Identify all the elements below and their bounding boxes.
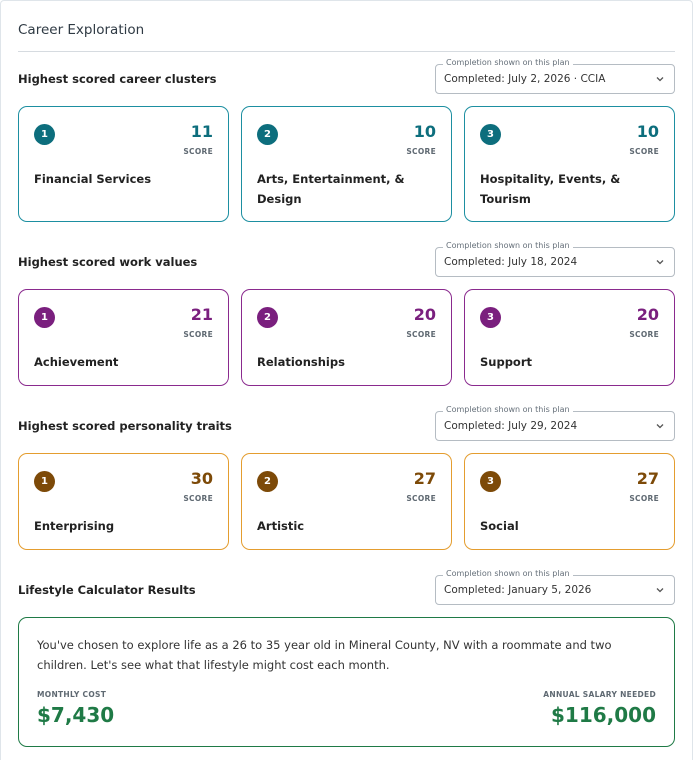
- monthly-cost-label: MONTHLY COST: [37, 690, 107, 699]
- personality-traits-section: [18, 405, 675, 551]
- score-label: SCORE: [629, 494, 659, 503]
- card-name: Financial Services: [34, 172, 152, 186]
- trait-card-2[interactable]: [241, 453, 452, 550]
- card-name: Relationships: [257, 355, 345, 369]
- completion-select[interactable]: [435, 569, 675, 605]
- card-name: Support: [480, 355, 533, 369]
- select-legend: Completion shown on this plan: [443, 241, 573, 250]
- completion-select[interactable]: [435, 405, 675, 441]
- trait-card-1[interactable]: [18, 453, 229, 550]
- score-value: 10: [413, 122, 436, 141]
- monthly-cost-value: $7,430: [37, 703, 115, 727]
- score-label: SCORE: [406, 147, 436, 156]
- card-name: Enterprising: [34, 519, 115, 533]
- score-value: 27: [413, 469, 436, 488]
- score-value: 11: [190, 122, 213, 141]
- select-value: Completed: January 5, 2026: [444, 584, 592, 596]
- title-divider: [18, 51, 675, 52]
- completion-select[interactable]: [435, 58, 675, 94]
- chevron-down-icon: [655, 257, 665, 267]
- page-title: Career Exploration: [18, 22, 145, 38]
- cluster-card-2[interactable]: [241, 106, 452, 222]
- select-legend: Completion shown on this plan: [443, 405, 573, 414]
- score-label: SCORE: [183, 147, 213, 156]
- select-legend: Completion shown on this plan: [443, 58, 573, 67]
- rank-badge: 1: [34, 124, 55, 145]
- score-label: SCORE: [183, 494, 213, 503]
- value-card-2[interactable]: [241, 289, 452, 386]
- rank-badge: 1: [34, 471, 55, 492]
- score-value: 30: [190, 469, 213, 488]
- rank-badge: 3: [480, 124, 501, 145]
- card-name: Hospitality, Events, & Tourism: [480, 172, 621, 206]
- score-label: SCORE: [629, 330, 659, 339]
- career-clusters-section: [18, 58, 675, 224]
- rank-badge: 1: [34, 307, 55, 328]
- value-card-3[interactable]: [464, 289, 675, 386]
- score-value: 20: [636, 305, 659, 324]
- annual-salary-value: $116,000: [550, 703, 656, 727]
- score-value: 20: [413, 305, 436, 324]
- chevron-down-icon: [655, 74, 665, 84]
- section-title: Highest scored career clusters: [18, 72, 217, 86]
- lifestyle-results-card: [18, 617, 675, 747]
- card-name: Achievement: [34, 355, 119, 369]
- rank-badge: 3: [480, 307, 501, 328]
- score-label: SCORE: [406, 494, 436, 503]
- score-label: SCORE: [629, 147, 659, 156]
- card-name: Social: [480, 519, 519, 533]
- work-values-section: [18, 241, 675, 387]
- rank-badge: 2: [257, 471, 278, 492]
- cluster-card-3[interactable]: [464, 106, 675, 222]
- section-title: Lifestyle Calculator Results: [18, 583, 196, 597]
- score-value: 21: [190, 305, 213, 324]
- rank-badge: 2: [257, 307, 278, 328]
- value-card-1[interactable]: [18, 289, 229, 386]
- score-value: 10: [636, 122, 659, 141]
- section-title: Highest scored work values: [18, 255, 198, 269]
- select-legend: Completion shown on this plan: [443, 569, 573, 578]
- select-value: Completed: July 29, 2024: [444, 420, 578, 432]
- select-value: Completed: July 2, 2026 · CCIA: [444, 73, 606, 85]
- section-title: Highest scored personality traits: [18, 419, 232, 433]
- card-name: Artistic: [257, 519, 305, 533]
- rank-badge: 2: [257, 124, 278, 145]
- card-name: Arts, Entertainment, & Design: [257, 172, 405, 206]
- select-value: Completed: July 18, 2024: [444, 256, 578, 268]
- chevron-down-icon: [655, 585, 665, 595]
- trait-card-3[interactable]: [464, 453, 675, 550]
- cluster-card-1[interactable]: [18, 106, 229, 222]
- score-label: SCORE: [183, 330, 213, 339]
- annual-salary-label: ANNUAL SALARY NEEDED: [543, 690, 656, 699]
- completion-select[interactable]: [435, 241, 675, 277]
- lifestyle-description: You've chosen to explore life as a 26 to 35 year old in Mineral County, NV with a roommate and two children. Let's see what that lifestyle might cost each month.: [37, 638, 612, 672]
- score-label: SCORE: [406, 330, 436, 339]
- chevron-down-icon: [655, 421, 665, 431]
- rank-badge: 3: [480, 471, 501, 492]
- score-value: 27: [636, 469, 659, 488]
- lifestyle-section: [18, 569, 675, 607]
